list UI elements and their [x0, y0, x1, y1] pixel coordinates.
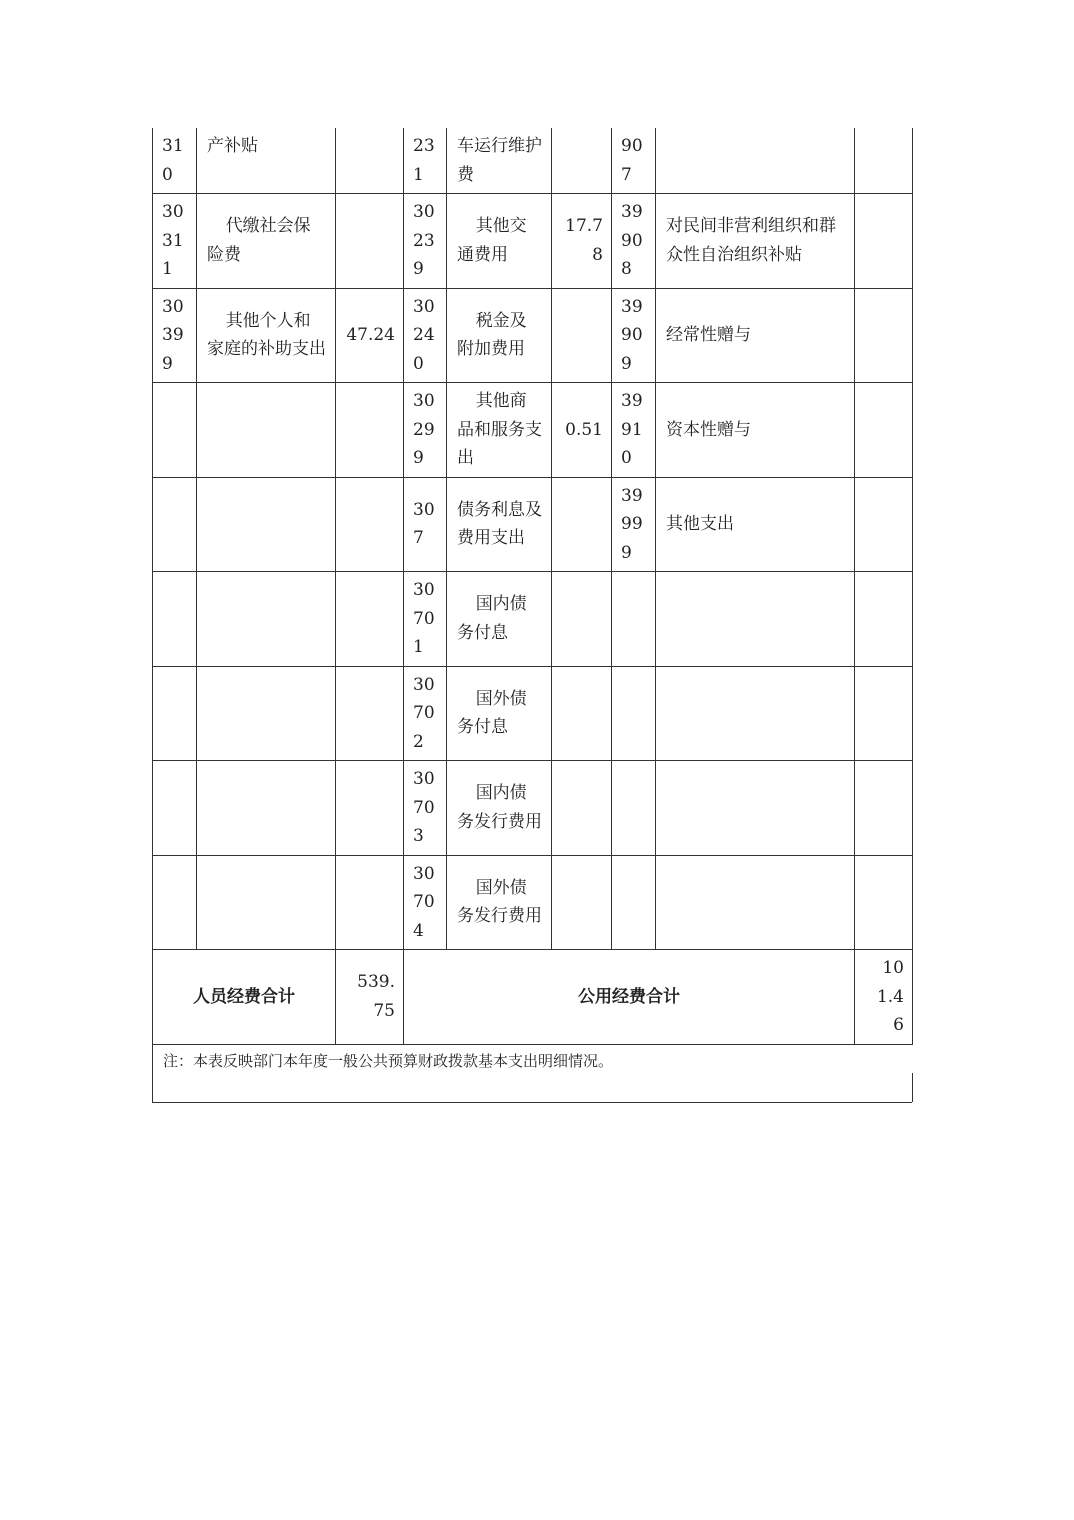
item-amount-other: [855, 666, 913, 761]
econ-code-public: 30299: [404, 383, 447, 478]
item-amount-public: 0.51: [552, 383, 612, 478]
table-row: [153, 572, 913, 667]
item-amount-other: [855, 572, 913, 667]
item-name-public: 国外债务发行费用: [457, 877, 542, 927]
econ-code-public: 231: [404, 128, 447, 194]
item-amount-public: [552, 855, 612, 950]
econ-code-public: 30240: [404, 288, 447, 383]
econ-code-personnel: 30399: [153, 288, 197, 383]
footnote: [152, 1045, 912, 1103]
item-amount-other: [855, 855, 913, 950]
econ-code-personnel: [153, 855, 197, 950]
item-amount-personnel: [336, 761, 404, 856]
table-row: [153, 194, 913, 289]
totals-row: [153, 950, 913, 1045]
public-total-label: 公用经费合计: [404, 950, 855, 1045]
item-name-other: [656, 128, 855, 194]
item-name-other: [656, 855, 855, 950]
econ-code-other: [612, 761, 656, 856]
table-row: [153, 477, 913, 572]
item-amount-other: [855, 477, 913, 572]
econ-code-other: [612, 855, 656, 950]
item-name-public: 债务利息及费用支出: [447, 477, 552, 572]
table-row: [153, 855, 913, 950]
item-amount-personnel: [336, 128, 404, 194]
item-amount-public: 17.78: [552, 194, 612, 289]
personnel-total-value: 539.75: [336, 950, 404, 1045]
item-name-personnel: 其他个人和家庭的补助支出: [207, 310, 326, 360]
econ-code-personnel: 30311: [153, 194, 197, 289]
econ-code-public: 30704: [404, 855, 447, 950]
item-amount-personnel: [336, 572, 404, 667]
table-row: [153, 128, 913, 194]
footnote-text: 注：本表反映部门本年度一般公共预算财政拨款基本支出明细情况。: [163, 1051, 614, 1070]
item-name-personnel: [197, 855, 336, 950]
econ-code-personnel: [153, 477, 197, 572]
item-amount-public: [552, 477, 612, 572]
item-name-other: 资本性赠与: [656, 383, 855, 478]
item-name-personnel: [197, 572, 336, 667]
table-row: [153, 383, 913, 478]
econ-code-personnel: 310: [153, 128, 197, 194]
econ-code-public: 30701: [404, 572, 447, 667]
item-amount-personnel: 47.24: [336, 288, 404, 383]
item-amount-public: [552, 666, 612, 761]
item-name-public: 税金及附加费用: [457, 310, 527, 360]
item-name-other: 其他支出: [656, 477, 855, 572]
econ-code-personnel: [153, 666, 197, 761]
item-name-personnel: [197, 383, 336, 478]
item-name-personnel: [197, 477, 336, 572]
econ-code-public: 30702: [404, 666, 447, 761]
econ-code-other: 39910: [612, 383, 656, 478]
econ-code-other: 39908: [612, 194, 656, 289]
item-amount-personnel: [336, 855, 404, 950]
item-name-public: 国内债务发行费用: [457, 783, 542, 832]
footnote-border: [912, 1073, 913, 1102]
item-amount-public: [552, 572, 612, 667]
item-name-personnel: [197, 666, 336, 761]
table-row: [153, 761, 913, 856]
econ-code-public: 30239: [404, 194, 447, 289]
item-amount-other: [855, 383, 913, 478]
item-amount-personnel: [336, 477, 404, 572]
expenditure-table: [152, 128, 913, 1045]
econ-code-public: 30703: [404, 761, 447, 856]
public-total-value: 101.46: [855, 950, 913, 1045]
econ-code-other: 39999: [612, 477, 656, 572]
item-amount-public: [552, 288, 612, 383]
table-row: [153, 666, 913, 761]
econ-code-personnel: [153, 761, 197, 856]
item-amount-personnel: [336, 383, 404, 478]
item-name-public: 其他商品和服务支出: [457, 391, 542, 468]
item-amount-other: [855, 288, 913, 383]
econ-code-public: 307: [404, 477, 447, 572]
expenditure-detail-sheet: [152, 128, 912, 1103]
item-name-public: 车运行维护费: [447, 128, 552, 194]
item-amount-other: [855, 128, 913, 194]
item-name-other: [656, 666, 855, 761]
table-row: [153, 288, 913, 383]
item-amount-personnel: [336, 194, 404, 289]
item-name-other: 经常性赠与: [656, 288, 855, 383]
econ-code-personnel: [153, 383, 197, 478]
econ-code-other: 39909: [612, 288, 656, 383]
item-name-public: 国内债务付息: [457, 594, 527, 643]
personnel-total-label: 人员经费合计: [153, 950, 336, 1045]
econ-code-other: 907: [612, 128, 656, 194]
econ-code-personnel: [153, 572, 197, 667]
item-name-other: [656, 572, 855, 667]
item-name-other: [656, 761, 855, 856]
item-name-personnel: 产补贴: [197, 128, 336, 194]
econ-code-other: [612, 666, 656, 761]
econ-code-other: [612, 572, 656, 667]
item-name-personnel: [197, 761, 336, 856]
item-name-public: 国外债务付息: [457, 688, 527, 738]
item-name-personnel: 代缴社会保险费: [207, 216, 311, 265]
item-amount-other: [855, 761, 913, 856]
item-amount-other: [855, 194, 913, 289]
item-name-other: 对民间非营利组织和群众性自治组织补贴: [656, 194, 855, 289]
item-amount-personnel: [336, 666, 404, 761]
item-amount-public: [552, 761, 612, 856]
item-name-public: 其他交通费用: [457, 216, 527, 265]
item-amount-public: [552, 128, 612, 194]
